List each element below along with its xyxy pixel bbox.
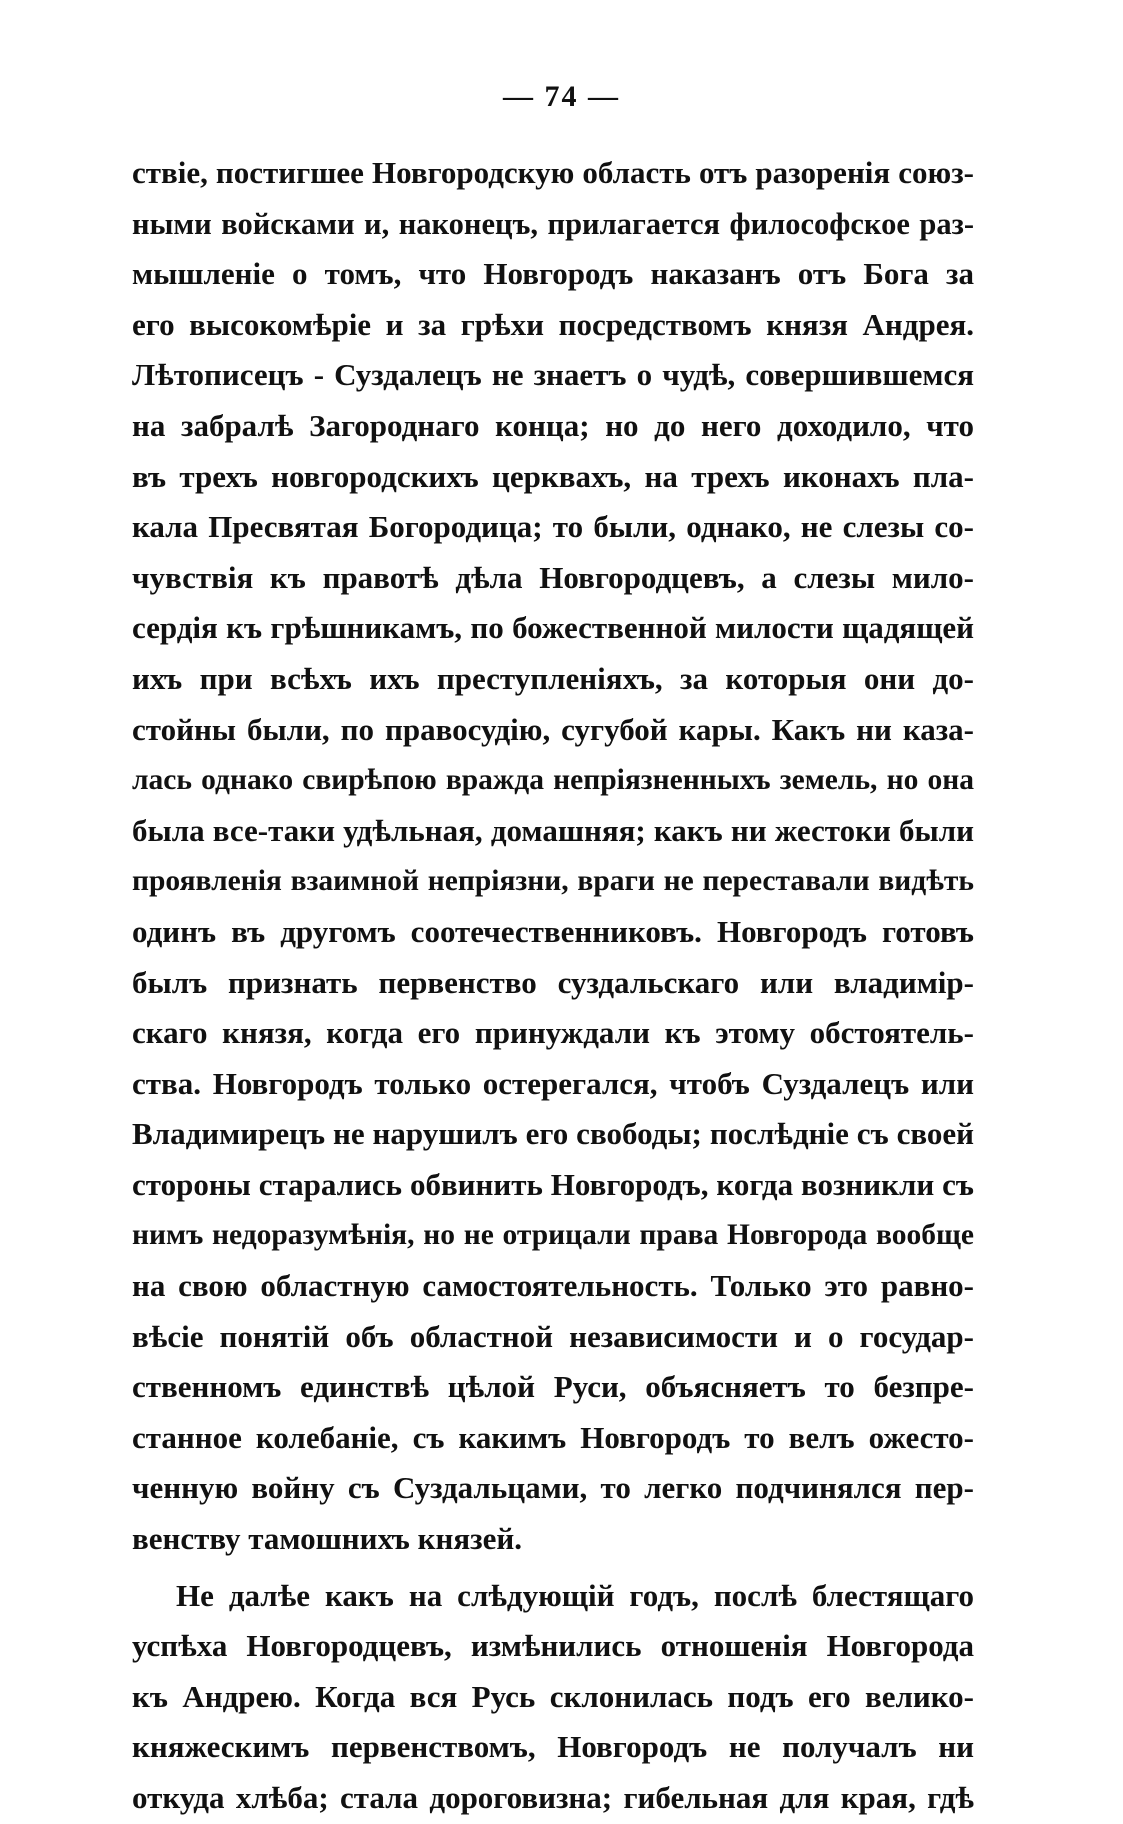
text-line: сердія къ грѣшникамъ, по божественной милости щадящей (132, 610, 974, 646)
paragraph-1 (132, 148, 974, 1565)
text-line: на забралѣ Загороднаго конца; но до него доходило, что (132, 407, 974, 443)
text-line: ственномъ единствѣ цѣлой Руси, объясняетъ то безпре- (132, 1369, 974, 1405)
text-line: стойны были, по правосудію, сугубой кары. Какъ ни каза- (132, 711, 974, 747)
text-line: Лѣтописецъ - Суздалецъ не знаетъ о чудѣ, совершившемся (132, 357, 974, 393)
text-line: лась однако свирѣпою вражда непріязненныхъ земель, но она (132, 764, 974, 797)
text-line: ихъ при всѣхъ ихъ преступленіяхъ, за которыя они до- (132, 660, 974, 696)
paragraph-2 (132, 1571, 974, 1824)
text-line: была все-таки удѣльная, домашняя; какъ ни жестоки были (132, 812, 974, 848)
text-line: княжескимъ первенствомъ, Новгородъ не получалъ ни (132, 1729, 974, 1765)
body-text (132, 148, 974, 1824)
text-line: кала Пресвятая Богородица; то были, однако, не слезы со- (132, 509, 974, 545)
text-line: успѣха Новгородцевъ, измѣнились отношенія Новгорода (132, 1628, 974, 1664)
text-line: Владимирецъ не нарушилъ его свободы; послѣдніе съ своей (132, 1116, 974, 1152)
text-line: мышленіе о томъ, что Новгородъ наказанъ отъ Бога за (132, 256, 974, 292)
text-line: ства. Новгородъ только остерегался, чтобъ Суздалецъ или (132, 1065, 974, 1101)
text-line: вѣсіе понятій объ областной независимости и о государ- (132, 1318, 974, 1354)
text-line: откуда хлѣба; стала дороговизна; гибельная для края, гдѣ (132, 1780, 974, 1815)
text-line: проявленія взаимной непріязни, враги не переставали видѣть (132, 865, 974, 898)
text-line: на свою областную самостоятельность. Только это равно- (132, 1268, 974, 1304)
text-line: его высокомѣріе и за грѣхи посредствомъ князя Андрея. (132, 306, 974, 342)
text-line: станное колебаніе, съ какимъ Новгородъ то велъ ожесто- (132, 1419, 974, 1455)
text-line: стороны старались обвинить Новгородъ, когда возникли съ (132, 1166, 974, 1202)
text-line: нимъ недоразумѣнія, но не отрицали права Новгорода вообще (132, 1219, 974, 1252)
text-line: одинъ въ другомъ соотечественниковъ. Новгородъ готовъ (132, 913, 974, 949)
text-line: въ трехъ новгородскихъ церквахъ, на трехъ иконахъ пла- (132, 458, 974, 494)
text-line: чувствія къ правотѣ дѣла Новгородцевъ, а слезы мило- (132, 559, 974, 595)
text-line: ными войсками и, наконецъ, прилагается философское раз- (132, 206, 974, 241)
text-line: скаго князя, когда его принуждали къ этому обстоятель- (132, 1015, 974, 1051)
text-line: къ Андрею. Когда вся Русь склонилась подъ его велико- (132, 1678, 974, 1714)
page-number: — 74 — (503, 80, 620, 113)
text-line: ченную войну съ Суздальцами, то легко подчинялся пер- (132, 1470, 974, 1506)
text-line: Не далѣе какъ на слѣдующій годъ, послѣ блестящаго (176, 1577, 974, 1613)
text-line: ствіе, постигшее Новгородскую область отъ разоренія союз- (132, 155, 974, 190)
text-line: венству тамошнихъ князей. (132, 1521, 522, 1557)
text-line: былъ признать первенство суздальскаго или владимір- (132, 964, 974, 1000)
